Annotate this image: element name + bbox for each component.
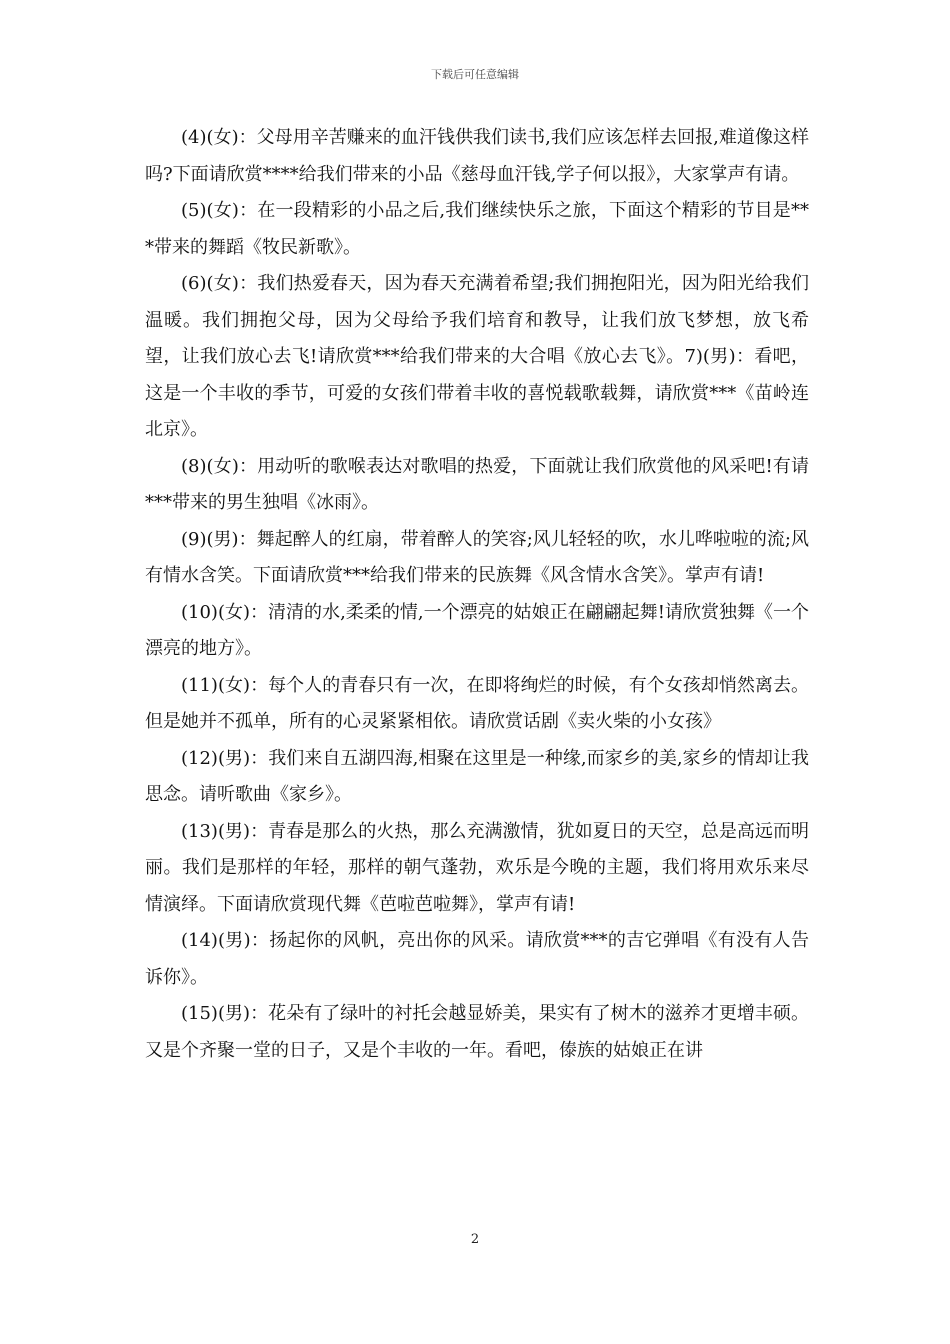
paragraph-13: (13)(男)：青春是那么的火热，那么充满激情，犹如夏日的天空，总是高远而明丽。我们是那样的年轻，那样的朝气蓬勃，欢乐是今晚的主题，我们将用欢乐来尽情演绎。下面请欣赏现代舞《芭啦芭啦舞》，掌声有请! xyxy=(145,820,809,915)
paragraph-14: (14)(男)：扬起你的风帆，亮出你的风采。请欣赏***的吉它弹唱《有没有人告诉你》。 xyxy=(145,930,809,988)
paragraph-9: (9)(男)：舞起醉人的红扇，带着醉人的笑容;风儿轻轻的吹，水儿哗啦啦的流;风有情水含笑。下面请欣赏***给我们带来的民族舞《风含情水含笑》。掌声有请! xyxy=(145,528,809,586)
paragraph-15: (15)(男)：花朵有了绿叶的衬托会越显娇美，果实有了树木的滋养才更增丰硕。又是个齐聚一堂的日子，又是个丰收的一年。看吧，傣族的姑娘正在讲 xyxy=(145,1003,809,1061)
paragraph-6: (6)(女)：我们热爱春天，因为春天充满着希望;我们拥抱阳光，因为阳光给我们温暖。我们拥抱父母，因为父母给予我们培育和教导，让我们放飞梦想，放飞希望，让我们放心去飞!请欣赏***给我们带来的大合唱《放心去飞》。7)(男)：看吧，这是一个丰收的季节，可爱的女孩们带着丰收的喜悦载歌载舞，请欣赏***《苗岭连北京》。 xyxy=(145,273,809,440)
paragraph-8: (8)(女)：用动听的歌喉表达对歌唱的热爱，下面就让我们欣赏他的风采吧!有请***带来的男生独唱《冰雨》。 xyxy=(145,455,809,513)
document-body xyxy=(145,120,809,1069)
paragraph-5: (5)(女)：在一段精彩的小品之后,我们继续快乐之旅，下面这个精彩的节目是***带来的舞蹈《牧民新歌》。 xyxy=(145,200,809,258)
page-header: 下载后可任意编辑 xyxy=(431,68,519,81)
page-number: 2 xyxy=(470,1232,480,1247)
paragraph-4: (4)(女)：父母用辛苦赚来的血汗钱供我们读书,我们应该怎样去回报,难道像这样吗?下面请欣赏****给我们带来的小品《慈母血汗钱,学子何以报》，大家掌声有请。 xyxy=(145,127,809,185)
paragraph-11: (11)(女)：每个人的青春只有一次，在即将绚烂的时候，有个女孩却悄然离去。但是她并不孤单，所有的心灵紧紧相依。请欣赏话剧《卖火柴的小女孩》 xyxy=(145,674,809,732)
paragraph-10: (10)(女)：清清的水,柔柔的情,一个漂亮的姑娘正在翩翩起舞!请欣赏独舞《一个漂亮的地方》。 xyxy=(145,601,809,659)
paragraph-12: (12)(男)：我们来自五湖四海,相聚在这里是一种缘,而家乡的美,家乡的情却让我思念。请听歌曲《家乡》。 xyxy=(145,747,809,805)
